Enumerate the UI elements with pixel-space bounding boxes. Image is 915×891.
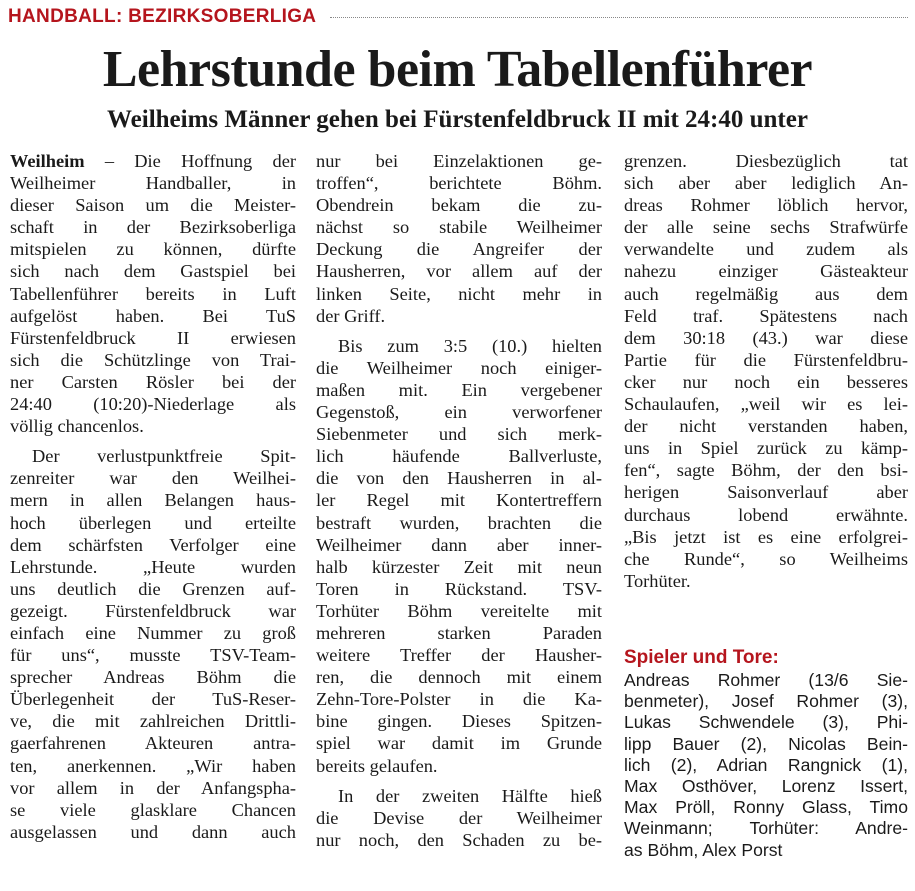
text-line: Gegenstoß, ein verworfener [316, 402, 602, 423]
text-line: vor allem in der Anfangspha- [10, 777, 296, 798]
text-line: durchaus lobend erwähnte. [624, 504, 908, 525]
text-line: einfach eine Nummer zu groß [10, 622, 296, 643]
text-line: uns in Spiel zurück zu kämp- [624, 438, 908, 459]
text-line: dreas Rohmer löblich hervor, [624, 195, 908, 216]
text-line-content: – Die Hoffnung der [104, 151, 296, 171]
text-line: Tabellenführer bereits in Luft [10, 283, 296, 304]
text-line: Toren in Rückstand. TSV- [316, 578, 602, 599]
text-line: nahezu einziger Gästeakteur [624, 261, 908, 282]
text-line: weitere Treffer der Hausher- [316, 645, 602, 666]
text-line: die von den Hausherren in al- [316, 468, 602, 489]
section-kicker: HANDBALL: BEZIRKSOBERLIGA [8, 6, 317, 27]
text-line: sprecher Andreas Böhm die [10, 667, 296, 688]
text-line: ner Carsten Rösler bei der [10, 371, 296, 392]
text-line: ren, die dennoch mit einem [316, 667, 602, 688]
text-line: dem schärfsten Verfolger eine [10, 534, 296, 555]
text-line: der alle seine sechs Strafwürfe [624, 217, 908, 238]
text-line: linken Seite, nicht mehr in [316, 283, 602, 304]
text-line: sich aber aber lediglich An- [624, 173, 908, 194]
infobox-line: Lukas Schwendele (3), Phi- [624, 712, 908, 733]
text-line: mern in allen Belangen haus- [10, 490, 296, 511]
text-line: Partie für die Fürstenfeldbru- [624, 349, 908, 370]
infobox-line: Weinmann; Torhüter: Andre- [624, 818, 908, 839]
text-line: für uns“, musste TSV-Team- [10, 645, 296, 666]
text-line [10, 150, 296, 172]
text-line: Torhüter Böhm vereitelte mit [316, 600, 602, 621]
text-line: Obendrein bekam die zu- [316, 195, 602, 216]
text-line: ausgelassen und dann auch [10, 821, 296, 842]
text-line: die Weilheimer noch einiger- [316, 357, 602, 378]
text-line: aufgelöst haben. Bei TuS [10, 305, 296, 326]
text-line: bestraft wurden, brachten die [316, 512, 602, 533]
text-line: spiel war damit im Grunde [316, 733, 602, 754]
article-column-2 [316, 150, 602, 851]
text-line: Zehn-Tore-Polster in die Ka- [316, 689, 602, 710]
infobox-line: Max Osthöver, Lorenz Issert, [624, 776, 908, 797]
text-line: Überlegenheit der TuS-Reser- [10, 689, 296, 710]
text-line: Fürstenfeldbruck II erwiesen [10, 327, 296, 348]
text-line: auch regelmäßig aus dem [624, 283, 908, 304]
text-line: Lehrstunde. „Heute wurden [10, 556, 296, 577]
text-line: Torhüter. [624, 570, 691, 591]
text-line: gezeigt. Fürstenfeldbruck war [10, 600, 296, 621]
infobox-line: as Böhm, Alex Porst [624, 839, 783, 860]
infobox-line: lich (2), Adrian Rangnick (1), [624, 754, 908, 775]
text-line: cker nur noch ein besseres [624, 371, 908, 392]
text-line: maßen mit. Ein vergebener [316, 379, 602, 400]
infobox-line: Andreas Rohmer (13/6 Sie- [624, 670, 908, 690]
infobox-body [624, 670, 908, 861]
text-line: nächst so stabile Weilheimer [316, 217, 602, 238]
text-line: ten, anerkennen. „Wir haben [10, 755, 296, 776]
text-line: Weilheimer dann aber inner- [316, 534, 602, 555]
text-line: se viele glasklare Chancen [10, 799, 296, 820]
text-line: dem 30:18 (43.) war diese [624, 327, 908, 348]
text-line: nur bei Einzelaktionen ge- [316, 151, 602, 171]
dotted-rule [330, 17, 908, 18]
text-line: 24:40 (10:20)-Niederlage als [10, 394, 296, 415]
kicker-row [8, 4, 908, 30]
article-column-3 [624, 150, 908, 592]
text-line: grenzen. Diesbezüglich tat [624, 151, 908, 171]
text-line: herigen Saisonverlauf aber [624, 482, 908, 503]
text-line: mehreren starken Paraden [316, 622, 602, 643]
text-line: mitspielen zu können, dürfte [10, 239, 296, 260]
text-line: uns deutlich die Grenzen auf- [10, 578, 296, 599]
text-line: fen“, sagte Böhm, der den bsi- [624, 460, 908, 481]
article-column-1 [10, 150, 296, 843]
text-line: che Runde“, so Weilheims [624, 548, 908, 569]
text-line: der Griff. [316, 305, 386, 326]
text-line: Weilheimer Handballer, in [10, 173, 296, 194]
dateline: Weilheim [10, 151, 85, 171]
text-line: die Devise der Weilheimer [316, 807, 602, 828]
text-line: „Bis jetzt ist es eine erfolgrei- [624, 526, 908, 547]
text-line: lich häufende Ballverluste, [316, 446, 602, 467]
text-line: der nicht verstanden haben, [624, 416, 908, 437]
text-line: Hausherren, vor allem auf der [316, 261, 602, 282]
text-line: gaerfahrenen Akteuren antra- [10, 733, 296, 754]
text-line: In der zweiten Hälfte hieß [338, 785, 602, 806]
text-line: völlig chancenlos. [10, 416, 144, 437]
text-line: Schaulaufen, „weil wir es lei- [624, 394, 908, 415]
text-line: zenreiter war den Weilhei- [10, 468, 296, 489]
text-line: bereits gelaufen. [316, 755, 438, 776]
text-line: ler Regel mit Kontertreffern [316, 490, 602, 511]
text-line: hoch überlegen und erteilte [10, 512, 296, 533]
text-line: troffen“, berichtete Böhm. [316, 173, 602, 194]
subheadline: Weilheims Männer gehen bei Fürstenfeldbruck II mit 24:40 unter [107, 106, 808, 133]
text-line: halb kürzester Zeit mit neun [316, 556, 602, 577]
text-line: bine gingen. Dieses Spitzen- [316, 711, 602, 732]
text-line: Deckung die Angreifer der [316, 239, 602, 260]
text-line: sich nach dem Gastspiel bei [10, 261, 296, 282]
text-line: Der verlustpunktfreie Spit- [32, 446, 296, 467]
infobox-line: Max Pröll, Ronny Glass, Timo [624, 797, 908, 818]
text-line: ve, die mit zahlreichen Drittli- [10, 711, 296, 732]
text-line: schaft in der Bezirksoberliga [10, 217, 296, 238]
text-line: dieser Saison um die Meister- [10, 195, 296, 216]
infobox-title: Spieler und Tore: [624, 647, 779, 668]
infobox-line: benmeter), Josef Rohmer (3), [624, 691, 908, 712]
text-line: verwandelte und zudem als [624, 239, 908, 260]
text-line: Siebenmeter und sich merk- [316, 424, 602, 445]
text-line: Feld traf. Spätestens nach [624, 305, 908, 326]
text-line: nur noch, den Schaden zu be- [316, 829, 602, 850]
text-line: sich die Schützlinge von Trai- [10, 349, 296, 370]
text-line: Bis zum 3:5 (10.) hielten [338, 335, 602, 356]
infobox-line: lipp Bauer (2), Nicolas Bein- [624, 733, 908, 754]
headline: Lehrstunde beim Tabellenführer [102, 41, 813, 98]
